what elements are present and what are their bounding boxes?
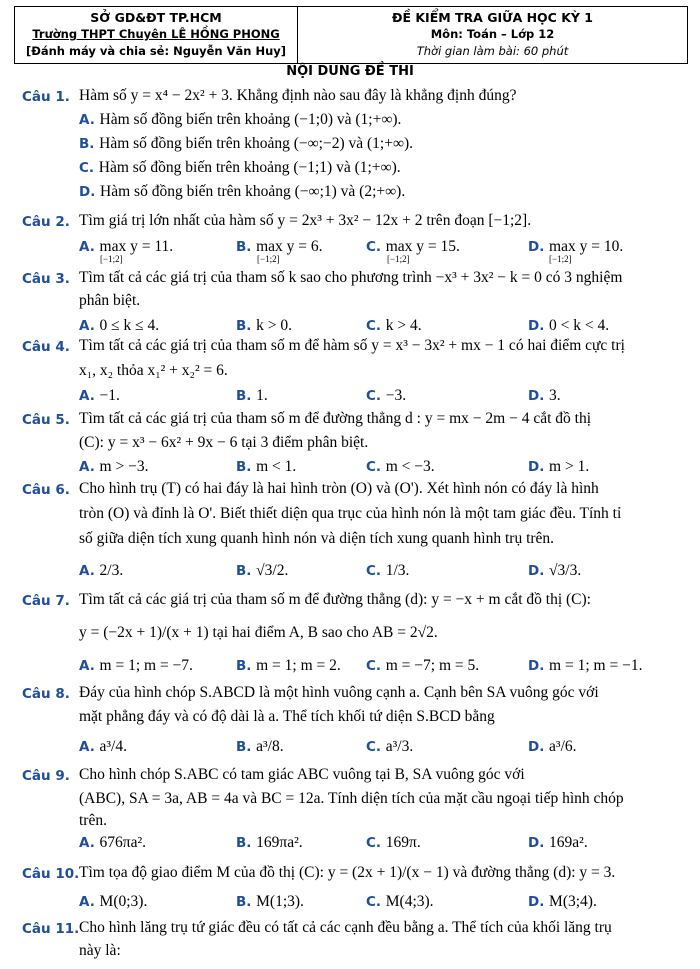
question-text: trên. bbox=[79, 812, 107, 829]
interval-subscript: [−1;2] bbox=[387, 254, 410, 264]
option-letter: C. bbox=[366, 239, 386, 255]
option-letter: B. bbox=[236, 563, 257, 579]
answer-option: B. 169πa². bbox=[236, 834, 303, 851]
answer-option: A. max y = 11. bbox=[79, 238, 174, 255]
question-text: x₁, x₂ thỏa x₁² + x₂² = 6. bbox=[79, 362, 228, 379]
option-letter: C. bbox=[366, 739, 386, 755]
option-letter: B. bbox=[236, 318, 257, 334]
question-text: số giữa diện tích xung quanh hình nón và diện tích xung quanh hình trụ trên. bbox=[79, 530, 555, 547]
answer-option: D. max y = 10. bbox=[528, 238, 624, 255]
option-letter: A. bbox=[79, 563, 100, 579]
option-letter: B. bbox=[236, 835, 257, 851]
option-letter: B. bbox=[79, 136, 100, 152]
question-text: Tìm tất cả các giá trị của tham số m để đường thẳng d : y = mx − 2m − 4 cắt đồ thị bbox=[79, 410, 592, 427]
option-letter: A. bbox=[79, 658, 100, 674]
option-letter: A. bbox=[79, 894, 100, 910]
question-label: Câu 8. bbox=[22, 686, 70, 702]
question-text: Tìm tọa độ giao điểm M của đồ thị (C): y = (2x + 1)/(x − 1) và đường thẳng (d): y = 3. bbox=[79, 864, 616, 881]
option-letter: C. bbox=[366, 388, 386, 404]
option-letter: A. bbox=[79, 459, 100, 475]
question-text: Cho hình lăng trụ tứ giác đều có tất cả các cạnh đều bằng a. Thể tích của khối lăng trụ bbox=[79, 919, 612, 936]
answer-option: A. 676πa². bbox=[79, 834, 147, 851]
question-text: Tìm giá trị lớn nhất của hàm số y = 2x³ + 3x² − 12x + 2 trên đoạn [−1;2]. bbox=[79, 212, 532, 229]
question-text: Tìm tất cả các giá trị của tham số m để hàm số y = x³ − 3x² + mx − 1 có hai điểm cực trị bbox=[79, 337, 625, 354]
answer-option: A. m = 1; m = −7. bbox=[79, 657, 193, 674]
question-label: Câu 1. bbox=[22, 89, 70, 105]
option-letter: D. bbox=[528, 388, 550, 404]
answer-option: B. k > 0. bbox=[236, 317, 292, 334]
option-letter: C. bbox=[366, 318, 386, 334]
option-letter: C. bbox=[79, 160, 99, 176]
answer-option: B. a³/8. bbox=[236, 738, 284, 755]
answer-option: A. 0 ≤ k ≤ 4. bbox=[79, 317, 160, 334]
answer-option: D. √3/3. bbox=[528, 562, 582, 579]
question-text: y = (−2x + 1)/(x + 1) tại hai điểm A, B sao cho AB = 2√2. bbox=[79, 624, 438, 641]
option-letter: C. bbox=[366, 894, 386, 910]
option-letter: D. bbox=[528, 563, 550, 579]
typist-credit: [Đánh máy và chia sẻ: Nguyễn Văn Huy] bbox=[25, 44, 287, 58]
question-label: Câu 6. bbox=[22, 482, 70, 498]
answer-option: A. M(0;3). bbox=[79, 893, 148, 910]
time-limit: Thời gian làm bài: 60 phút bbox=[416, 44, 569, 58]
answer-option: D. M(3;4). bbox=[528, 893, 597, 910]
option-letter: A. bbox=[79, 835, 100, 851]
option-letter: D. bbox=[528, 239, 550, 255]
option-letter: D. bbox=[528, 318, 550, 334]
answer-option: C. m = −7; m = 5. bbox=[366, 657, 480, 674]
question-label: Câu 2. bbox=[22, 214, 70, 230]
option-letter: C. bbox=[366, 563, 386, 579]
answer-option: B. m = 1; m = 2. bbox=[236, 657, 341, 674]
option-letter: B. bbox=[236, 388, 257, 404]
answer-option: B. m < 1. bbox=[236, 458, 297, 475]
question-label: Câu 9. bbox=[22, 768, 70, 784]
option-letter: A. bbox=[79, 388, 100, 404]
answer-option: C. m < −3. bbox=[366, 458, 435, 475]
option-letter: D. bbox=[528, 658, 550, 674]
department-name: SỞ GD&ĐT TP.HCM bbox=[90, 10, 222, 25]
option-letter: B. bbox=[236, 894, 257, 910]
answer-option: D. 3. bbox=[528, 387, 561, 404]
answer-option: B. Hàm số đồng biến trên khoảng (−∞;−2) và (1;+∞). bbox=[79, 135, 414, 152]
answer-option: A. Hàm số đồng biến trên khoảng (−1;0) và (1;+∞). bbox=[79, 111, 402, 128]
question-text: (C): y = x³ − 6x² + 9x − 6 tại 3 điểm phân biệt. bbox=[79, 434, 369, 451]
subject-grade: Môn: Toán – Lớp 12 bbox=[430, 27, 555, 41]
question-text: Tìm tất cả các giá trị của tham số m để đường thẳng (d): y = −x + m cắt đồ thị (C): bbox=[79, 591, 591, 608]
option-letter: B. bbox=[236, 239, 257, 255]
question-text: Cho hình chóp S.ABC có tam giác ABC vuông tại B, SA vuông góc với bbox=[79, 766, 525, 783]
question-label: Câu 7. bbox=[22, 593, 70, 609]
option-letter: B. bbox=[236, 459, 257, 475]
option-letter: C. bbox=[366, 459, 386, 475]
question-label: Câu 11. bbox=[22, 921, 80, 937]
answer-option: D. Hàm số đồng biến trên khoảng (−∞;1) và (2;+∞). bbox=[79, 183, 406, 200]
answer-option: C. k > 4. bbox=[366, 317, 422, 334]
answer-option: A. −1. bbox=[79, 387, 120, 404]
answer-option: A. a³/4. bbox=[79, 738, 127, 755]
option-letter: D. bbox=[528, 459, 550, 475]
answer-option: B. max y = 6. bbox=[236, 238, 323, 255]
answer-option: C. 1/3. bbox=[366, 562, 410, 579]
answer-option: D. 169a². bbox=[528, 834, 588, 851]
answer-option: D. m = 1; m = −1. bbox=[528, 657, 643, 674]
interval-subscript: [−1;2] bbox=[549, 254, 572, 264]
answer-option: B. M(1;3). bbox=[236, 893, 304, 910]
option-letter: B. bbox=[236, 739, 257, 755]
exam-title: ĐỀ KIỂM TRA GIỮA HỌC KỲ 1 bbox=[392, 10, 593, 25]
interval-subscript: [−1;2] bbox=[100, 254, 123, 264]
school-name: Trường THPT Chuyên LÊ HỒNG PHONG bbox=[32, 27, 280, 41]
answer-option: D. a³/6. bbox=[528, 738, 577, 755]
answer-option: A. m > −3. bbox=[79, 458, 149, 475]
question-text: Đáy của hình chóp S.ABCD là một hình vuông cạnh a. Cạnh bên SA vuông góc với bbox=[79, 684, 599, 701]
answer-option: B. √3/2. bbox=[236, 562, 289, 579]
question-text: phân biệt. bbox=[79, 292, 141, 309]
exam-header bbox=[14, 6, 688, 64]
answer-option: A. 2/3. bbox=[79, 562, 124, 579]
answer-option: C. −3. bbox=[366, 387, 407, 404]
question-text: (ABC), SA = 3a, AB = 4a và BC = 12a. Tính diện tích của mặt cầu ngoại tiếp hình chóp bbox=[79, 790, 624, 807]
answer-option: C. max y = 15. bbox=[366, 238, 460, 255]
answer-option: B. 1. bbox=[236, 387, 268, 404]
question-text: Tìm tất cả các giá trị của tham số k sao cho phương trình −x³ + 3x² − k = 0 có 3 nghiệm bbox=[79, 269, 623, 286]
question-text: mặt phẳng đáy và có độ dài là a. Thể tích khối tứ diện S.BCD bằng bbox=[79, 708, 495, 725]
answer-option: D. 0 < k < 4. bbox=[528, 317, 610, 334]
answer-option: C. Hàm số đồng biến trên khoảng (−1;1) và (1;+∞). bbox=[79, 159, 401, 176]
answer-option: C. 169π. bbox=[366, 834, 421, 851]
option-letter: C. bbox=[366, 835, 386, 851]
option-letter: A. bbox=[79, 318, 100, 334]
option-letter: D. bbox=[528, 739, 550, 755]
question-label: Câu 3. bbox=[22, 271, 70, 287]
section-title: NỘI DUNG ĐỀ THI bbox=[286, 64, 414, 79]
option-letter: B. bbox=[236, 658, 257, 674]
question-text: tròn (O) và đỉnh là O'. Biết thiết diện qua trục của hình nón là một tam giác đều. Tính tỉ bbox=[79, 505, 622, 522]
option-letter: C. bbox=[366, 658, 386, 674]
interval-subscript: [−1;2] bbox=[257, 254, 280, 264]
option-letter: D. bbox=[528, 894, 550, 910]
answer-option: C. a³/3. bbox=[366, 738, 414, 755]
question-text: này là: bbox=[79, 942, 121, 959]
answer-option: C. M(4;3). bbox=[366, 893, 434, 910]
option-letter: A. bbox=[79, 239, 100, 255]
question-text: Hàm số y = x⁴ − 2x² + 3. Khẳng định nào sau đây là khẳng định đúng? bbox=[79, 87, 517, 104]
question-label: Câu 4. bbox=[22, 339, 70, 355]
option-letter: A. bbox=[79, 112, 100, 128]
question-label: Câu 5. bbox=[22, 412, 70, 428]
question-text: Cho hình trụ (T) có hai đáy là hai hình tròn (O) và (O'). Xét hình nón có đáy là hình bbox=[79, 480, 599, 497]
option-letter: A. bbox=[79, 739, 100, 755]
option-letter: D. bbox=[79, 184, 101, 200]
answer-option: D. m > 1. bbox=[528, 458, 590, 475]
question-label: Câu 10. bbox=[22, 866, 80, 882]
option-letter: D. bbox=[528, 835, 550, 851]
